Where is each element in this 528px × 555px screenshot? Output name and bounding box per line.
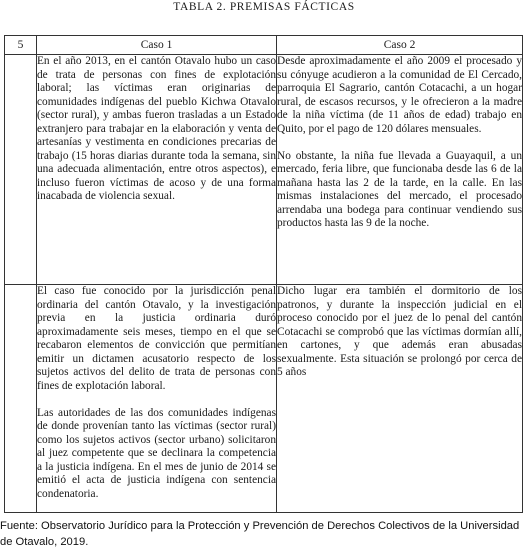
empty-number-cell — [5, 55, 37, 285]
case-1-paragraph: En el año 2013, en el cantón Otavalo hubo un caso de trata de personas con fines de explotación laboral; las víctimas eran originarias de comunidades indígenas del pueblo Kichwa Otavalo (sector rural), y ambas fueron trasladas a un Estado extranjero para trabajar en la elaboración y venta de artesanías y vestimenta en condiciones precarias de trabajo (15 horas diarias durante toda la semana, sin una adecuada alimentación, entre otros aspectos), e incluso fueron víctimas de acoso y de una forma inacabada de violencia sexual. — [37, 55, 276, 202]
table-title: TABLA 2. PREMISAS FÁCTICAS — [173, 1, 355, 13]
table-row — [5, 55, 523, 285]
case-2-paragraph: Desde aproximadamente el año 2009 el procesado y su cónyuge acudieron a la comunidad de El Cercado, parroquia El Sagrario, cantón Cotacachi, a un hogar rural, de escasos recursos, y le ofrecieron a la madre de la niña víctima (de 11 años de edad) trabajo en Quito, por el pago de 120 dólares mensuales. — [277, 55, 522, 135]
case-1-paragraph: Las autoridades de las dos comunidades indígenas de donde provenían tanto las víctimas (sector rural) como los sujetos activos (sector urbano) solicitaron al juez competente que se declinara la competencia a la justicia indígena. En el mes de junio de 2014 se emitió el acta de justicia indígena con sentencia condenatoria. — [37, 406, 276, 500]
header-case-1: Caso 1 — [37, 36, 277, 55]
case-2-paragraph: No obstante, la niña fue llevada a Guayaquil, a un mercado, feria libre, que funcionaba desde las 6 de la mañana hasta las 2 de la tarde, en la calle. En las mismas instalaciones del mercado, el procesado arrendaba una bodega para continuar vendiendo sus productos hasta las 9 de la noche. — [277, 149, 522, 229]
case-1-paragraph: El caso fue conocido por la jurisdicción penal ordinaria del cantón Otavalo, y la investigación previa en la justicia ordinaria duró aproximadamente seis meses, tiempo en el que se recabaron elementos de convicción que permitían emitir un dictamen acusatorio respecto de los sujetos activos del delito de trata de personas con fines de explotación laboral. — [37, 285, 276, 392]
empty-number-cell — [5, 285, 37, 513]
case-1-cell — [37, 55, 277, 285]
case-1-cell — [37, 285, 277, 513]
source-note: Fuente: Observatorio Jurídico para la Protección y Prevención de Derechos Colectivos de la Universidad de Otavalo, 2019. — [0, 520, 520, 548]
case-2-cell — [277, 55, 523, 285]
header-case-2: Caso 2 — [277, 36, 523, 55]
case-2-cell — [277, 285, 523, 513]
facts-table — [4, 35, 523, 513]
header-number: 5 — [5, 36, 37, 55]
table-header-row — [5, 36, 523, 55]
case-2-paragraph: Dicho lugar era también el dormitorio de los patronos, y durante la inspección judicial en el proceso conocido por el juez de lo penal del cantón Cotacachi se comprobó que las víctimas dormían allí, en cartones, y que además eran abusadas sexualmente. Esta situación se prolongó por cerca de 5 años — [277, 285, 522, 378]
table-row — [5, 285, 523, 513]
